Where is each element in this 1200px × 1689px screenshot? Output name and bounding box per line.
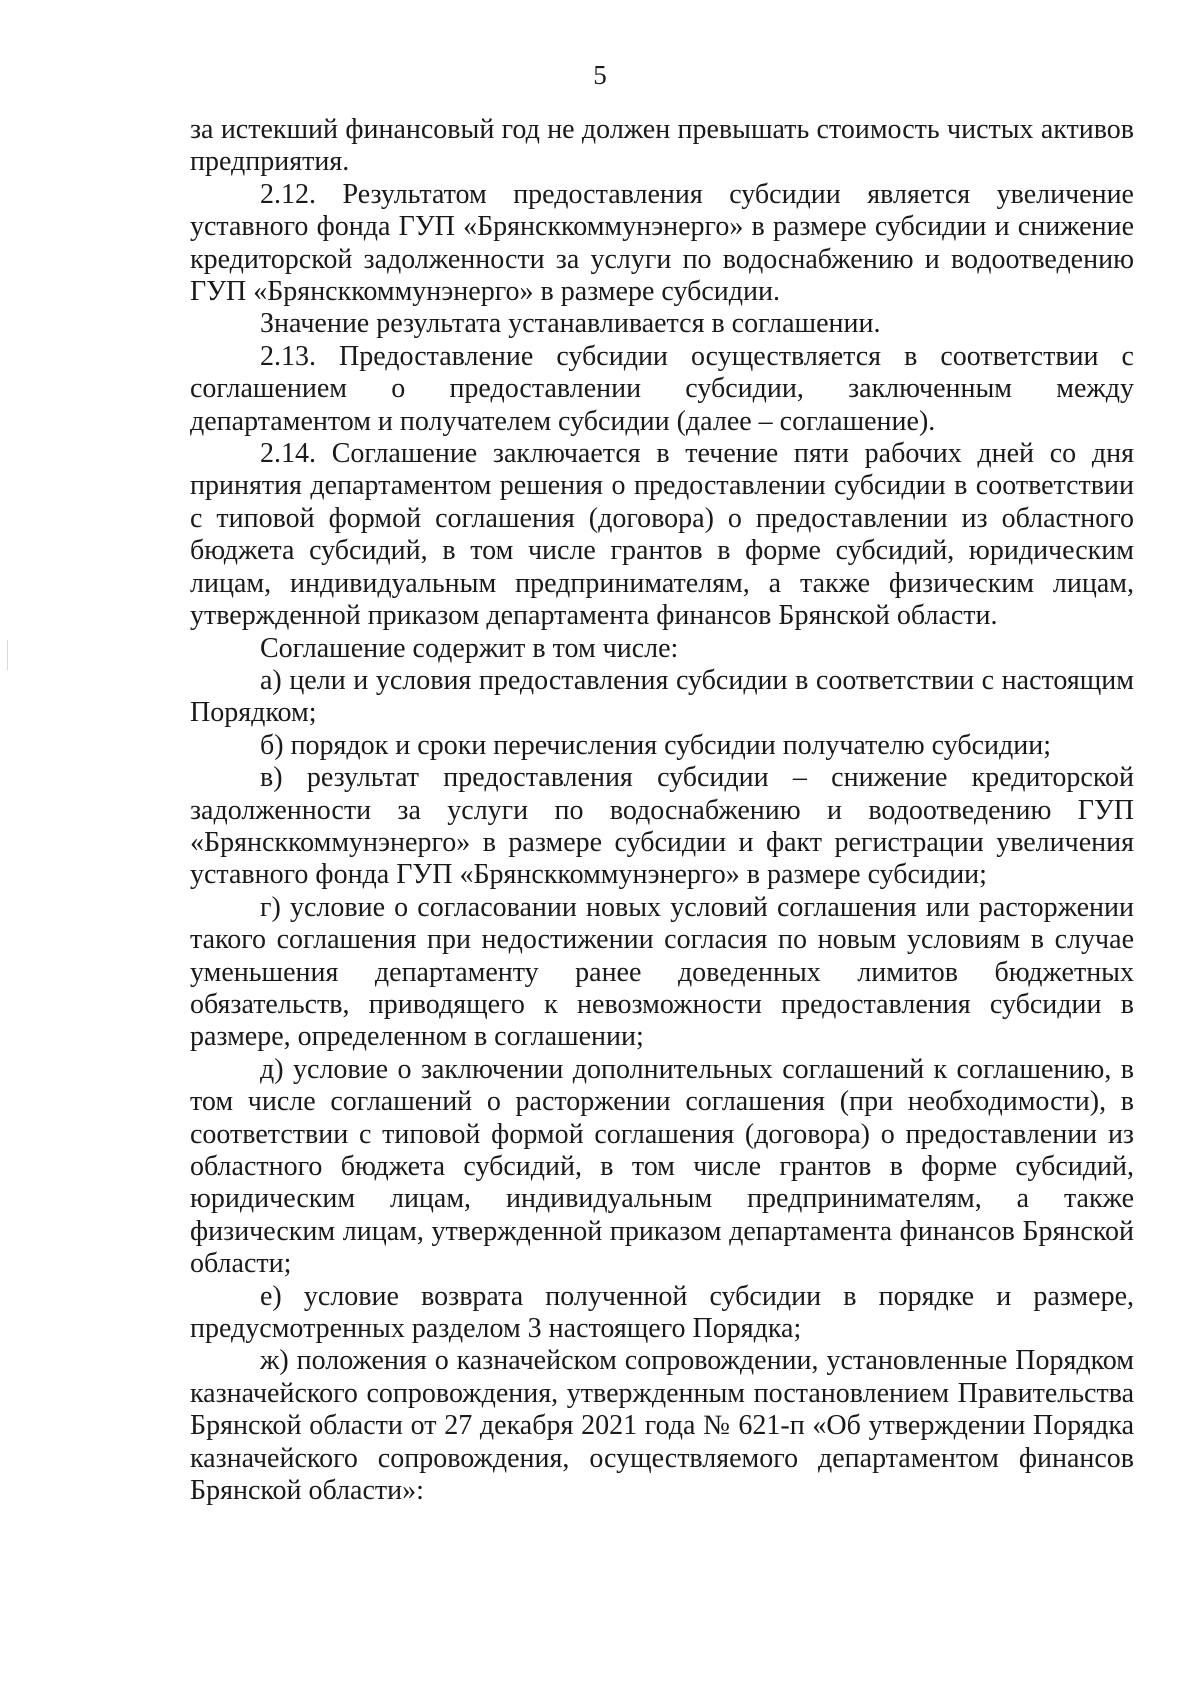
list-item-g: г) условие о согласовании новых условий соглашения или расторжении такого соглашения при недостижении согласия по новым условиям в случае уменьшения департаменту ранее доведенных лимитов бюджетных обязательств, приводящего к невозможности предоставления субсидии в размере, определенном в соглашении;: [190, 891, 1134, 1053]
paragraph-2-14: 2.14. Соглашение заключается в течение пяти рабочих дней со дня принятия департаментом решения о предоставлении субсидии в соответствии с типовой формой соглашения (договора) о предоставлении из областного бюджета субсидий, в том числе грантов в форме субсидий, юридическим лицам, индивидуальным предпринимателям, а также физическим лицам, утвержденной приказом департамента финансов Брянской области.: [190, 438, 1134, 632]
paragraph-2-13: 2.13. Предоставление субсидии осуществляется в соответствии с соглашением о предоставлении субсидии, заключенным между департаментом и получателем субсидии (далее – соглашение).: [190, 340, 1134, 437]
list-item-a: а) цели и условия предоставления субсидии в соответствии с настоящим Порядком;: [190, 664, 1134, 729]
paragraph-2-12: 2.12. Результатом предоставления субсидии является увеличение уставного фонда ГУП «Брянсккоммунэнерго» в размере субсидии и снижение кредиторской задолженности за услуги по водоснабжению и водоотведению ГУП «Брянсккоммунэнерго» в размере субсидии.: [190, 178, 1134, 308]
document-body: [190, 114, 1134, 1507]
paragraph-result-value: Значение результата устанавливается в соглашении.: [260, 308, 881, 340]
paragraph-continuation: за истекший финансовый год не должен превышать стоимость чистых активов предприятия.: [190, 114, 1134, 178]
scan-margin-mark: [7, 640, 8, 670]
list-item-v: в) результат предоставления субсидии – снижение кредиторской задолженности за услуги по водоснабжению и водоотведению ГУП «Брянсккоммунэнерго» в размере субсидии и факт регистрации увеличения уставного фонда ГУП «Брянсккоммунэнерго» в размере субсидии;: [190, 762, 1134, 891]
paragraph-agreement-contents: Соглашение содержит в том числе:: [260, 632, 679, 664]
list-item-b: б) порядок и сроки перечисления субсидии получателю субсидии;: [260, 729, 1051, 761]
list-item-zh: ж) положения о казначейском сопровождении, установленные Порядком казначейского сопровождения, утвержденным постановлением Правительства Брянской области от 27 декабря 2021 года № 621-п «Об утверждении Порядка казначейского сопровождения, осуществляемого департаментом финансов Брянской области»:: [190, 1345, 1134, 1507]
list-item-e: е) условие возврата полученной субсидии в порядке и размере, предусмотренных разделом 3 настоящего Порядка;: [190, 1280, 1134, 1345]
list-item-d: д) условие о заключении дополнительных соглашений к соглашению, в том числе соглашений о расторжении соглашения (при необходимости), в соответствии с типовой формой соглашения (договора) о предоставлении из областного бюджета субсидий, в том числе грантов в форме субсидий, юридическим лицам, индивидуальным предпринимателям, а также физическим лицам, утвержденной приказом департамента финансов Брянской области;: [190, 1053, 1134, 1280]
page-number: 5: [593, 60, 607, 90]
